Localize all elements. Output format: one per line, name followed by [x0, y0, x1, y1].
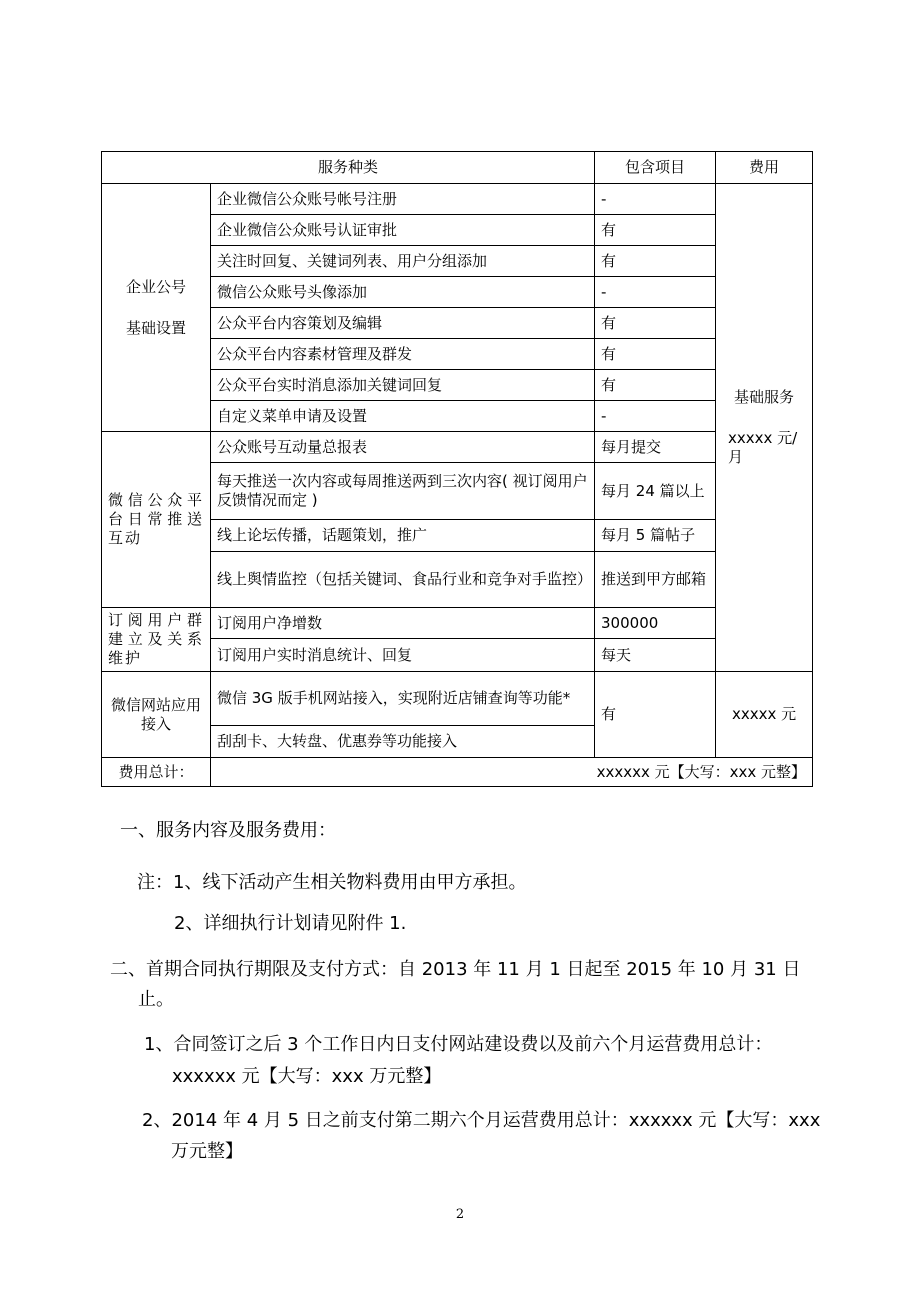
total-label: 费用总计：	[102, 758, 211, 787]
note-2: 2、详细执行计划请见附件 1.	[174, 913, 407, 934]
task-cell: 每天推送一次内容或每周推送两到三次内容( 视订阅用户反馈情况而定 )	[211, 463, 595, 520]
table-row	[102, 672, 813, 726]
payment-2-line1: 2、2014 年 4 月 5 日之前支付第二期六个月运营费用总计：xxxxxx 元【大写：xxx	[142, 1110, 821, 1131]
value-cell: 有	[595, 370, 716, 401]
value-cell: 每月提交	[595, 432, 716, 463]
value-cell: 推送到甲方邮箱	[595, 552, 716, 608]
task-cell: 自定义菜单申请及设置	[211, 401, 595, 432]
value-cell: 300000	[595, 608, 716, 639]
category-web-app: 微信网站应用接入	[102, 672, 211, 758]
total-value: xxxxxx 元【大写：xxx 元整】	[211, 758, 813, 787]
task-cell: 公众平台内容素材管理及群发	[211, 339, 595, 370]
section-2-line2: 止。	[138, 989, 174, 1010]
value-cell: 有	[595, 672, 716, 758]
note-1: 注：1、线下活动产生相关物料费用由甲方承担。	[137, 872, 527, 893]
category-subscribers: 订阅用户群建立及关系维护	[102, 608, 211, 672]
category-basic-line1: 企业公号	[125, 277, 186, 296]
header-items: 包含项目	[595, 152, 716, 184]
fee-basic-label: 基础服务	[734, 388, 795, 406]
category-daily-push: 微信公众平台日常推送互动	[102, 432, 211, 608]
task-cell: 公众平台内容策划及编辑	[211, 308, 595, 339]
value-cell: 每月 24 篇以上	[595, 463, 716, 520]
value-cell: 每天	[595, 639, 716, 672]
value-cell: 有	[595, 246, 716, 277]
header-fee: 费用	[716, 152, 813, 184]
table-row	[102, 184, 813, 215]
total-row	[102, 758, 813, 787]
section-1-heading: 一、服务内容及服务费用：	[120, 820, 336, 841]
task-cell: 订阅用户净增数	[211, 608, 595, 639]
task-cell: 企业微信公众账号帐号注册	[211, 184, 595, 215]
payment-1-line2: xxxxxx 元【大写：xxx 万元整】	[172, 1066, 442, 1087]
task-cell: 订阅用户实时消息统计、回复	[211, 639, 595, 672]
task-cell: 线上舆情监控（包括关键词、食品行业和竞争对手监控）	[211, 552, 595, 608]
task-cell: 微信 3G 版手机网站接入，实现附近店铺查询等功能*	[211, 672, 595, 726]
payment-1-line1: 1、合同签订之后 3 个工作日内日支付网站建设费以及前六个月运营费用总计：	[144, 1034, 773, 1055]
header-service: 服务种类	[102, 152, 595, 184]
task-cell: 企业微信公众账号认证审批	[211, 215, 595, 246]
value-cell: 每月 5 篇帖子	[595, 520, 716, 552]
value-cell: -	[595, 184, 716, 215]
table-row	[102, 432, 813, 463]
service-fee-table	[101, 151, 813, 787]
category-basic-line2: 基础设置	[125, 318, 186, 337]
value-cell: -	[595, 401, 716, 432]
fee-web-app: xxxxx 元	[716, 672, 813, 758]
payment-2-line2: 万元整】	[171, 1141, 243, 1162]
task-cell: 刮刮卡、大转盘、优惠券等功能接入	[211, 726, 595, 758]
category-basic-setup	[102, 184, 211, 432]
value-cell: 有	[595, 339, 716, 370]
section-2-line1: 二、首期合同执行期限及支付方式：自 2013 年 11 月 1 日起至 2015 年 10 月 31 日	[110, 959, 801, 980]
task-cell: 线上论坛传播，话题策划，推广	[211, 520, 595, 552]
table-row	[102, 608, 813, 639]
task-cell: 公众平台实时消息添加关键词回复	[211, 370, 595, 401]
table-header-row	[102, 152, 813, 184]
value-cell: 有	[595, 308, 716, 339]
value-cell: 有	[595, 215, 716, 246]
task-cell: 关注时回复、关键词列表、用户分组添加	[211, 246, 595, 277]
fee-basic-amount: xxxxx 元/月	[728, 429, 798, 466]
fee-basic-cell	[716, 184, 813, 672]
task-cell: 公众账号互动量总报表	[211, 432, 595, 463]
task-cell: 微信公众账号头像添加	[211, 277, 595, 308]
page-number: 2	[455, 1207, 465, 1222]
value-cell: -	[595, 277, 716, 308]
